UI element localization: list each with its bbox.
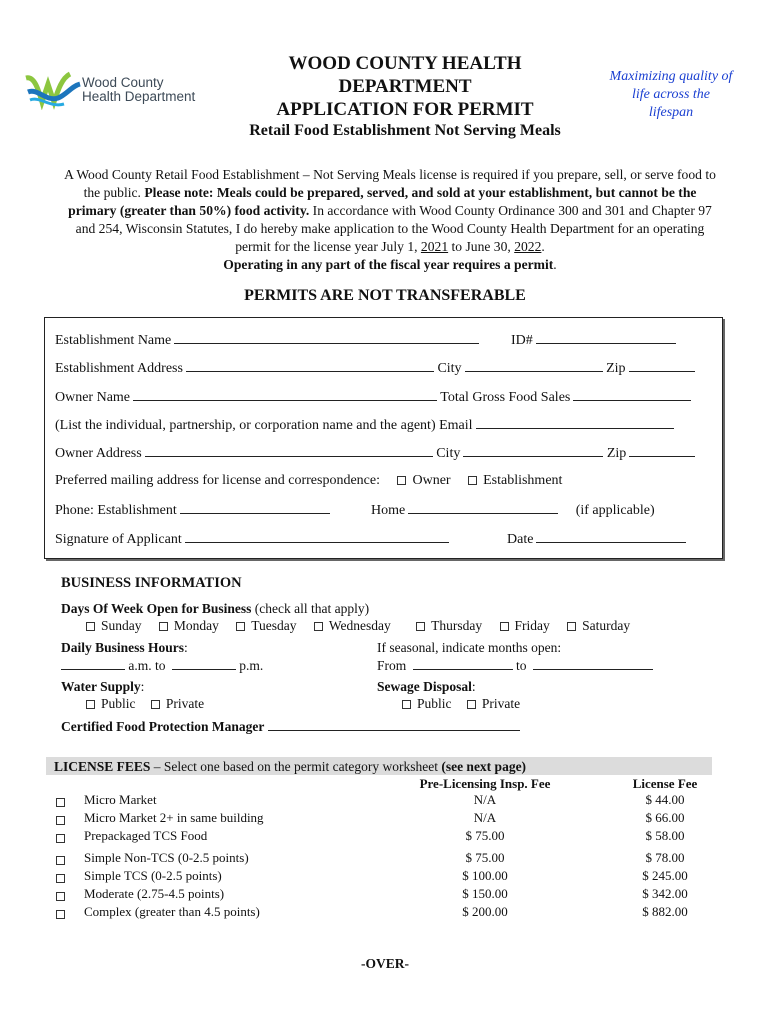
thursday-checkbox[interactable] xyxy=(416,622,425,631)
seasonal-from: From xyxy=(377,658,407,673)
fee-insp-value: $ 100.00 xyxy=(462,868,508,883)
hours-heading: Daily Business Hours: xyxy=(61,640,188,655)
tagline xyxy=(596,68,746,122)
label-signature: Signature of Applicant xyxy=(55,532,182,547)
intro-text-1: A Wood County Retail Food Establishment – Not Serving Meals license is required if you prepare, sell, or serve food to the public. xyxy=(64,167,716,200)
row-establishment-name xyxy=(55,331,479,349)
fee-license-value: $ 66.00 xyxy=(645,810,685,825)
label-list-individual: (List the individual, partnership, or corporation name and the agent) Email xyxy=(55,418,473,433)
label-phone-establishment: Phone: Establishment xyxy=(55,503,177,518)
establishment-checkbox[interactable] xyxy=(468,476,477,485)
days-note: (check all that apply) xyxy=(254,601,370,616)
row-signature xyxy=(55,530,449,548)
hours-label: Daily Business Hours xyxy=(61,640,185,655)
owner-city-field[interactable] xyxy=(463,444,603,457)
sewage-public-label: Public xyxy=(417,696,452,711)
fee-checkbox[interactable] xyxy=(56,798,65,807)
label-owner-name: Owner Name xyxy=(55,390,131,405)
day-friday: Friday xyxy=(514,618,550,633)
day-saturday: Saturday xyxy=(582,618,631,633)
tagline-line3: lifespan xyxy=(648,105,694,120)
establishment-zip-field[interactable] xyxy=(629,359,695,372)
establishment-address-field[interactable] xyxy=(186,359,434,372)
label-preferred-mailing: Preferred mailing address for license and correspondence: xyxy=(55,473,380,488)
hours-row xyxy=(61,657,263,674)
sunday-checkbox[interactable] xyxy=(86,622,95,631)
fee-insp-value: $ 75.00 xyxy=(465,850,505,865)
fee-insp-value: $ 75.00 xyxy=(465,828,505,843)
title-line2: DEPARTMENT xyxy=(338,76,472,97)
establishment-city-field[interactable] xyxy=(465,359,603,372)
page-title xyxy=(250,52,560,121)
col-insp-fee: Pre-Licensing Insp. Fee xyxy=(419,776,551,791)
water-public-label: Public xyxy=(101,696,136,711)
permits-notice: PERMITS ARE NOT TRANSFERABLE xyxy=(244,287,526,304)
fees-bar-text: – Select one based on the permit category worksheet xyxy=(153,759,438,774)
establishment-name-field[interactable] xyxy=(174,331,479,344)
owner-checkbox[interactable] xyxy=(397,476,406,485)
label-city: City xyxy=(437,361,462,376)
label-owner-address: Owner Address xyxy=(55,446,142,461)
days-label: Days Of Week Open for Business xyxy=(61,601,252,616)
hours-pm: p.m. xyxy=(239,658,264,673)
row-preferred-mailing xyxy=(55,473,562,489)
fee-category-name: Micro Market 2+ in same building xyxy=(84,810,264,825)
fee-category-name: Micro Market xyxy=(84,792,157,807)
row-establishment-address xyxy=(55,359,695,377)
sewage-heading: Sewage Disposal: xyxy=(377,679,476,694)
sewage-private-label: Private xyxy=(481,696,521,711)
fee-license-value: $ 78.00 xyxy=(645,850,685,865)
logo-line1: Wood County xyxy=(82,75,164,90)
label-establishment-name: Establishment Name xyxy=(55,333,172,348)
license-fees-heading xyxy=(54,759,526,775)
fee-category-name: Prepackaged TCS Food xyxy=(84,828,208,843)
day-tuesday: Tuesday xyxy=(251,618,297,633)
fee-category-name: Complex (greater than 4.5 points) xyxy=(84,904,260,919)
date-field[interactable] xyxy=(536,530,686,543)
fee-license-value: $ 342.00 xyxy=(642,886,688,901)
hours-am-to: a.m. to xyxy=(128,658,166,673)
day-sunday: Sunday xyxy=(101,618,142,633)
water-label: Water Supply xyxy=(61,679,141,694)
fee-category-name: Simple Non-TCS (0-2.5 points) xyxy=(84,850,249,865)
label-owner-city: City xyxy=(436,446,461,461)
row-email xyxy=(55,416,674,434)
phone-home-field[interactable] xyxy=(408,501,558,514)
fee-license-value: $ 882.00 xyxy=(642,904,688,919)
row-owner-name xyxy=(55,388,691,406)
label-if-applicable: (if applicable) xyxy=(575,503,655,518)
water-public-checkbox[interactable] xyxy=(86,700,95,709)
saturday-checkbox[interactable] xyxy=(567,622,576,631)
signature-field[interactable] xyxy=(185,530,449,543)
owner-address-field[interactable] xyxy=(145,444,433,457)
intro-paragraph: A Wood County Retail Food Establishment – Not Serving Meals license is required if you prepare, sell, or serve food to the public. Please note: Meals could be prepared, served, and sold at your establishment, but cannot be the primary (greater than 50%) food activity. In accordance with Wood County Ordinance 300 and 301 and Chapter 97 and 254, Wisconsin Statutes, I do hereby make application to the Wood County Health Department for an operating permit for the license year July 1, 2021 to June 30, 2022. Operating in any part of the fiscal year requires a permit. xyxy=(64,167,716,272)
over-footer: -OVER- xyxy=(361,956,409,971)
intro-note: Please note: Meals could be prepared, served, and sold at your establishment, but cannot be the primary (greater than 50%) food activity. xyxy=(68,185,697,218)
friday-checkbox[interactable] xyxy=(500,622,509,631)
fee-insp-value: N/A xyxy=(473,792,497,807)
tagline-line1: Maximizing quality of xyxy=(609,69,733,84)
fee-insp-value: $ 150.00 xyxy=(462,886,508,901)
water-private-checkbox[interactable] xyxy=(151,700,160,709)
label-home: Home xyxy=(371,503,406,518)
label-total-gross: Total Gross Food Sales xyxy=(440,390,571,405)
water-options xyxy=(86,696,204,712)
title-line3: APPLICATION FOR PERMIT xyxy=(276,99,534,120)
label-opt-establishment: Establishment xyxy=(483,473,563,488)
applicant-form-box xyxy=(44,317,723,559)
id-field[interactable] xyxy=(536,331,676,344)
label-establishment-address: Establishment Address xyxy=(55,361,183,376)
owner-zip-field[interactable] xyxy=(629,444,695,457)
day-monday: Monday xyxy=(173,618,219,633)
tagline-line2: life across the xyxy=(631,87,711,102)
logo-line2: Health Department xyxy=(82,89,196,104)
day-wednesday: Wednesday xyxy=(328,618,391,633)
sewage-public-checkbox[interactable] xyxy=(402,700,411,709)
seasonal-row xyxy=(377,657,653,674)
email-field[interactable] xyxy=(476,416,674,429)
open-time-field[interactable] xyxy=(61,657,125,670)
day-thursday: Thursday xyxy=(431,618,483,633)
row-phone xyxy=(55,501,330,519)
logo-text xyxy=(82,76,195,104)
water-heading: Water Supply: xyxy=(61,679,145,694)
sewage-options xyxy=(402,696,520,712)
days-options xyxy=(86,618,630,634)
col-license-fee: License Fee xyxy=(632,776,698,791)
row-id xyxy=(511,331,676,349)
fee-insp-value: N/A xyxy=(473,810,497,825)
cfpm-row xyxy=(61,718,520,735)
label-owner-zip: Zip xyxy=(606,446,627,461)
fee-checkbox[interactable] xyxy=(56,834,65,843)
label-zip: Zip xyxy=(606,361,626,376)
seasonal-to: to xyxy=(516,658,527,673)
fee-checkbox[interactable] xyxy=(56,856,65,865)
season-from-field[interactable] xyxy=(413,657,513,670)
tuesday-checkbox[interactable] xyxy=(236,622,245,631)
fee-checkbox[interactable] xyxy=(56,816,65,825)
row-home-phone xyxy=(371,501,655,519)
intro-year-start: 2021 xyxy=(420,239,449,254)
wednesday-checkbox[interactable] xyxy=(314,622,323,631)
fee-insp-value: $ 200.00 xyxy=(462,904,508,919)
water-private-label: Private xyxy=(165,696,205,711)
intro-to: to June 30, xyxy=(451,239,511,254)
close-time-field[interactable] xyxy=(172,657,236,670)
fee-checkbox[interactable] xyxy=(56,910,65,919)
seasonal-label: If seasonal, indicate months open: xyxy=(377,640,562,655)
row-date xyxy=(507,530,686,548)
label-id: ID# xyxy=(511,333,533,348)
total-gross-field[interactable] xyxy=(573,388,691,401)
fees-bar-note: (see next page) xyxy=(441,759,527,774)
phone-establishment-field[interactable] xyxy=(180,501,330,514)
sewage-private-checkbox[interactable] xyxy=(467,700,476,709)
fees-bar-bold: LICENSE FEES xyxy=(54,759,151,774)
sewage-label: Sewage Disposal xyxy=(377,679,472,694)
fee-category-name: Moderate (2.75-4.5 points) xyxy=(84,886,225,901)
intro-text-2: In accordance with Wood County Ordinance 300 and 301 and Chapter 97 and 254, Wisconsin Statutes, I do hereby make application to the Wood County Health Department for an operating permit for the license year July 1, xyxy=(75,203,712,254)
cfpm-field[interactable] xyxy=(268,718,520,731)
label-opt-owner: Owner xyxy=(412,473,451,488)
season-to-field[interactable] xyxy=(533,657,653,670)
owner-name-field[interactable] xyxy=(133,388,437,401)
fee-license-value: $ 58.00 xyxy=(645,828,685,843)
row-owner-address xyxy=(55,444,695,462)
intro-year-end: 2022 xyxy=(514,239,542,254)
monday-checkbox[interactable] xyxy=(159,622,168,631)
fee-category-name: Simple TCS (0-2.5 points) xyxy=(84,868,222,883)
label-date: Date xyxy=(507,532,534,547)
fee-checkbox[interactable] xyxy=(56,892,65,901)
days-heading xyxy=(61,601,369,617)
page-subtitle: Retail Food Establishment Not Serving Meals xyxy=(249,122,561,139)
fee-checkbox[interactable] xyxy=(56,874,65,883)
cfpm-label: Certified Food Protection Manager xyxy=(61,719,265,734)
fee-license-value: $ 44.00 xyxy=(645,792,685,807)
fee-license-value: $ 245.00 xyxy=(642,868,688,883)
title-line1: WOOD COUNTY HEALTH xyxy=(288,53,522,74)
intro-fiscal-note: Operating in any part of the fiscal year requires a permit xyxy=(223,257,554,272)
business-info-heading: BUSINESS INFORMATION xyxy=(61,575,242,591)
